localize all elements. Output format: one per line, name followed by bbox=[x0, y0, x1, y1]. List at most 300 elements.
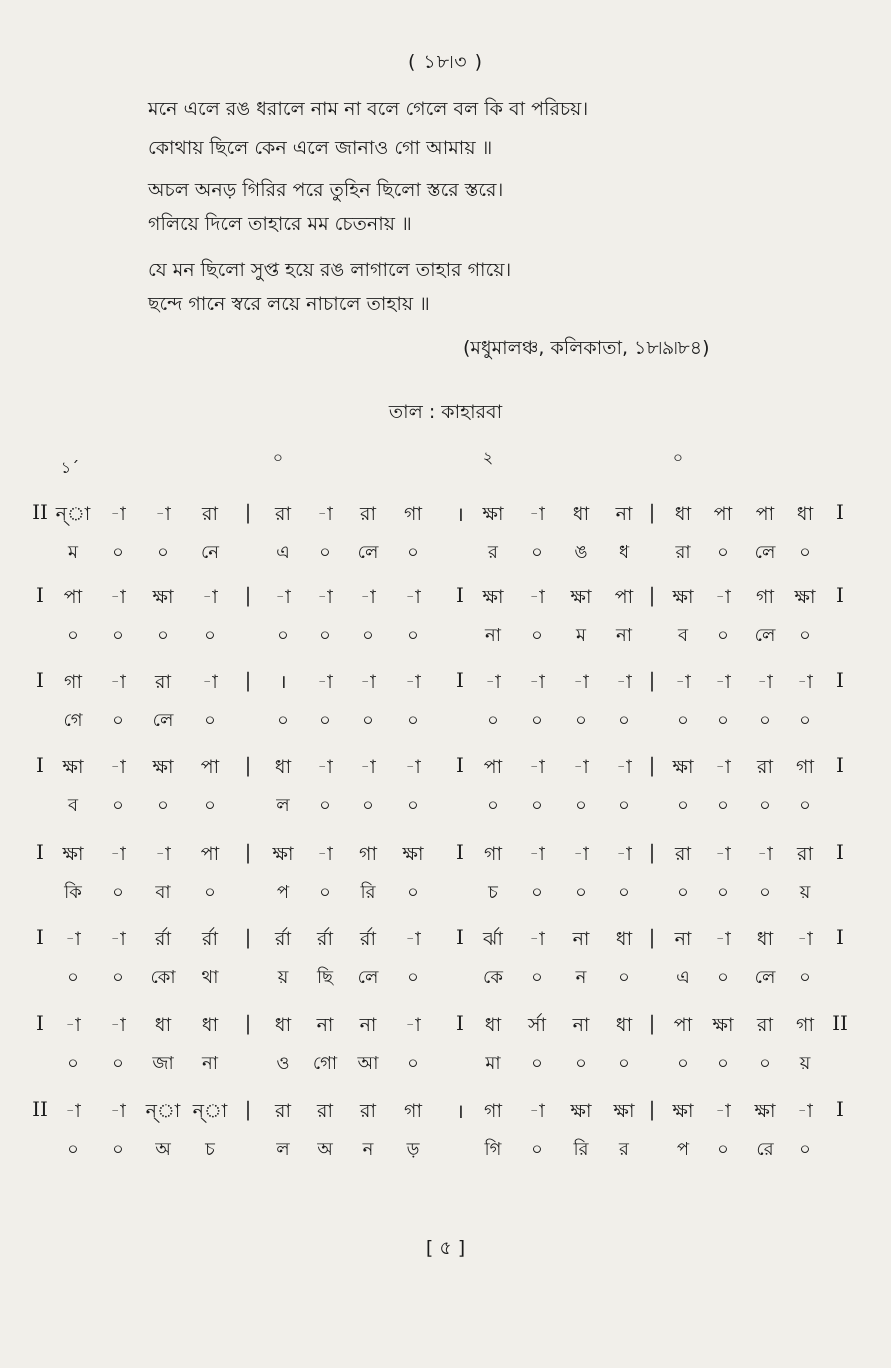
swara-note: -া bbox=[360, 671, 376, 693]
swara-note: ক্ষা bbox=[672, 1100, 694, 1122]
bar-line: | bbox=[244, 1097, 252, 1121]
bar-line: | bbox=[648, 583, 656, 607]
lyric-syllable: ০ bbox=[204, 710, 216, 731]
lyric-syllable: ০ bbox=[277, 710, 289, 731]
lyric-syllable: ০ bbox=[67, 1053, 79, 1074]
swara-note: গা bbox=[756, 586, 774, 608]
swara-note: রা bbox=[360, 1100, 376, 1122]
lyric-syllable: ০ bbox=[717, 1053, 729, 1074]
lyric-syllable: ০ bbox=[531, 1053, 543, 1074]
bar-line: I bbox=[36, 925, 44, 949]
lyric-syllable: লে bbox=[357, 542, 379, 563]
lyric-syllable: ০ bbox=[759, 882, 771, 903]
lyric-syllable: ০ bbox=[575, 710, 587, 731]
lyric-syllable: ০ bbox=[575, 795, 587, 816]
lyric-syllable: ০ bbox=[112, 1053, 124, 1074]
bar-line: I bbox=[836, 1097, 844, 1121]
swara-note: -া bbox=[275, 586, 291, 608]
swara-note: -া bbox=[529, 586, 545, 608]
lyric-syllable: কে bbox=[483, 967, 503, 988]
swara-note: -া bbox=[405, 928, 421, 950]
swara-note: না bbox=[316, 1014, 334, 1036]
swara-note: -া bbox=[110, 928, 126, 950]
lyric-syllable: ০ bbox=[759, 710, 771, 731]
swara-note: র্রা bbox=[317, 928, 333, 950]
bar-line: II bbox=[32, 500, 48, 524]
lyric-syllable: লে bbox=[754, 542, 776, 563]
swara-note: ক্ষা bbox=[482, 586, 504, 608]
lyric-syllable: ০ bbox=[799, 542, 811, 563]
swara-note: -া bbox=[757, 843, 773, 865]
swara-note: -া bbox=[155, 503, 171, 525]
bar-line: | bbox=[244, 1011, 252, 1035]
bar-line: | bbox=[648, 840, 656, 864]
swara-note: রা bbox=[797, 843, 813, 865]
swara-note: -া bbox=[110, 586, 126, 608]
swara-note: গা bbox=[64, 671, 82, 693]
swara-note: গা bbox=[404, 1100, 422, 1122]
lyric-syllable: ০ bbox=[319, 795, 331, 816]
lyric-syllable: ০ bbox=[531, 542, 543, 563]
swara-note: না bbox=[674, 928, 692, 950]
lyric-syllable: ০ bbox=[407, 625, 419, 646]
swara-note: ধা bbox=[756, 928, 774, 950]
lyric-syllable: ০ bbox=[487, 710, 499, 731]
swara-note: ন্‌া bbox=[145, 1100, 181, 1122]
swara-note: -া bbox=[616, 756, 632, 778]
lyric-syllable: ০ bbox=[799, 710, 811, 731]
swara-note: -া bbox=[715, 671, 731, 693]
lyric-syllable: লে bbox=[152, 710, 174, 731]
lyric-syllable: ছি bbox=[316, 967, 334, 988]
lyric-syllable: না bbox=[616, 625, 632, 646]
swara-note: -া bbox=[529, 928, 545, 950]
swara-note: ক্ষা bbox=[402, 843, 424, 865]
lyric-syllable: ০ bbox=[67, 625, 79, 646]
swara-note: -া bbox=[65, 1100, 81, 1122]
swara-note: ন্‌া bbox=[55, 503, 91, 525]
bar-line: I bbox=[456, 583, 464, 607]
bar-line: I bbox=[36, 583, 44, 607]
swara-note: ধা bbox=[674, 503, 692, 525]
lyric-syllable: ০ bbox=[717, 795, 729, 816]
bar-line: | bbox=[648, 668, 656, 692]
swara-note: । bbox=[279, 671, 287, 693]
lyric-syllable: গি bbox=[484, 1139, 502, 1160]
swara-note: -া bbox=[360, 756, 376, 778]
swara-note: -া bbox=[715, 843, 731, 865]
swara-note: গা bbox=[796, 756, 814, 778]
lyric-syllable: ব bbox=[677, 625, 689, 646]
swara-note: না bbox=[572, 928, 590, 950]
swara-note: র্রা bbox=[155, 928, 171, 950]
lyric-syllable: য় bbox=[799, 1053, 811, 1074]
swara-note: -া bbox=[110, 1100, 126, 1122]
bar-line: । bbox=[456, 502, 464, 526]
swara-note: পা bbox=[200, 756, 220, 778]
lyric-syllable: থা bbox=[201, 967, 219, 988]
lyric-syllable: ০ bbox=[618, 1053, 630, 1074]
lyric-syllable: কি bbox=[64, 882, 82, 903]
swara-note: -া bbox=[529, 503, 545, 525]
swara-note: ধা bbox=[274, 756, 292, 778]
lyric-syllable: ০ bbox=[531, 795, 543, 816]
swara-note: র্রা bbox=[202, 928, 218, 950]
lyric-line: গলিয়ে দিলে তাহারে মম চেতনায় ॥ bbox=[148, 213, 412, 235]
lyric-syllable: ০ bbox=[112, 542, 124, 563]
lyric-syllable: গো bbox=[312, 1053, 338, 1074]
swara-note: ক্ষা bbox=[754, 1100, 776, 1122]
swara-note: ধা bbox=[484, 1014, 502, 1036]
swara-note: ধা bbox=[572, 503, 590, 525]
lyric-syllable: ০ bbox=[112, 882, 124, 903]
tal-heading: তাল : কাহারবা bbox=[388, 401, 503, 423]
lyric-syllable: ০ bbox=[487, 795, 499, 816]
lyric-syllable: প bbox=[276, 882, 290, 903]
lyric-syllable: ০ bbox=[531, 967, 543, 988]
swara-note: গা bbox=[404, 503, 422, 525]
lyric-syllable: ০ bbox=[319, 625, 331, 646]
swara-note: -া bbox=[317, 756, 333, 778]
bar-line: | bbox=[648, 925, 656, 949]
lyric-syllable: রে bbox=[756, 1139, 774, 1160]
swara-note: না bbox=[572, 1014, 590, 1036]
swara-note: ধা bbox=[615, 928, 633, 950]
swara-note: -া bbox=[360, 586, 376, 608]
swara-note: -া bbox=[317, 843, 333, 865]
lyric-syllable: না bbox=[202, 1053, 218, 1074]
source-citation: (মধুমালঞ্চ, কলিকাতা, ১৮৷৯৷৮৪) bbox=[463, 337, 710, 359]
lyric-syllable: ০ bbox=[67, 1139, 79, 1160]
swara-note: -া bbox=[155, 843, 171, 865]
swara-note: -া bbox=[616, 843, 632, 865]
lyric-syllable: ০ bbox=[531, 710, 543, 731]
lyric-syllable: ০ bbox=[677, 710, 689, 731]
lyric-syllable: ০ bbox=[112, 1139, 124, 1160]
swara-note: -া bbox=[715, 586, 731, 608]
lyric-syllable: লে bbox=[754, 625, 776, 646]
lyric-syllable: ল bbox=[276, 795, 290, 816]
swara-note: -া bbox=[715, 756, 731, 778]
bar-line: | bbox=[648, 1097, 656, 1121]
bar-line: I bbox=[836, 925, 844, 949]
swara-note: ক্ষা bbox=[62, 843, 84, 865]
beat-marker: ২ bbox=[482, 448, 494, 467]
swara-note: পা bbox=[63, 586, 83, 608]
swara-note: -া bbox=[797, 671, 813, 693]
lyric-syllable: ০ bbox=[717, 542, 729, 563]
swara-note: -া bbox=[317, 586, 333, 608]
bar-line: | bbox=[244, 583, 252, 607]
lyric-syllable: ০ bbox=[677, 795, 689, 816]
lyric-syllable: জা bbox=[152, 1053, 174, 1074]
lyric-syllable: এ bbox=[676, 967, 690, 988]
swara-note: -া bbox=[797, 1100, 813, 1122]
lyric-syllable: প bbox=[676, 1139, 690, 1160]
lyric-syllable: ০ bbox=[407, 1053, 419, 1074]
swara-note: -া bbox=[110, 1014, 126, 1036]
swara-note: ক্ষা bbox=[613, 1100, 635, 1122]
swara-note: -া bbox=[757, 671, 773, 693]
bar-line: | bbox=[244, 925, 252, 949]
swara-note: রা bbox=[675, 843, 691, 865]
lyric-syllable: ০ bbox=[717, 710, 729, 731]
swara-note: ধা bbox=[274, 1014, 292, 1036]
swara-note: র্ঝা bbox=[483, 928, 503, 950]
lyric-syllable: চ bbox=[205, 1139, 215, 1160]
bar-line: I bbox=[456, 668, 464, 692]
swara-note: ক্ষা bbox=[570, 586, 592, 608]
bar-line: I bbox=[456, 1011, 464, 1035]
swara-note: রা bbox=[275, 1100, 291, 1122]
lyric-syllable: ০ bbox=[407, 882, 419, 903]
lyric-syllable: না bbox=[485, 625, 501, 646]
lyric-syllable: ০ bbox=[407, 795, 419, 816]
lyric-syllable: চ bbox=[488, 882, 498, 903]
lyric-syllable: ০ bbox=[112, 967, 124, 988]
swara-note: ন্‌া bbox=[192, 1100, 228, 1122]
lyric-syllable: লে bbox=[754, 967, 776, 988]
swara-note: ক্ষা bbox=[152, 586, 174, 608]
swara-note: -া bbox=[202, 586, 218, 608]
swara-note: না bbox=[615, 503, 633, 525]
swara-note: রা bbox=[317, 1100, 333, 1122]
swara-note: -া bbox=[797, 928, 813, 950]
lyric-syllable: ০ bbox=[575, 1053, 587, 1074]
swara-note: পা bbox=[755, 503, 775, 525]
lyric-syllable: ন bbox=[362, 1139, 374, 1160]
lyric-syllable: ০ bbox=[407, 542, 419, 563]
lyric-syllable: ০ bbox=[677, 1053, 689, 1074]
lyric-syllable: ০ bbox=[618, 710, 630, 731]
swara-note: গা bbox=[484, 1100, 502, 1122]
lyric-syllable: ০ bbox=[319, 710, 331, 731]
bar-line: | bbox=[648, 753, 656, 777]
swara-note: -া bbox=[485, 671, 501, 693]
lyric-syllable: ০ bbox=[759, 795, 771, 816]
swara-note: -া bbox=[405, 671, 421, 693]
swara-note: ক্ষা bbox=[482, 503, 504, 525]
lyric-syllable: ০ bbox=[112, 710, 124, 731]
lyric-syllable: অ bbox=[317, 1139, 333, 1160]
lyric-syllable: ধ bbox=[618, 542, 630, 563]
swara-note: -া bbox=[573, 756, 589, 778]
lyric-syllable: ০ bbox=[618, 882, 630, 903]
lyric-syllable: রি bbox=[360, 882, 376, 903]
bar-line: I bbox=[836, 668, 844, 692]
lyric-syllable: অ bbox=[155, 1139, 171, 1160]
lyric-syllable: ০ bbox=[531, 882, 543, 903]
swara-note: গা bbox=[484, 843, 502, 865]
lyric-syllable: ০ bbox=[319, 542, 331, 563]
lyric-syllable: ০ bbox=[157, 795, 169, 816]
lyric-syllable: ঙ bbox=[574, 542, 588, 563]
swara-note: ধা bbox=[615, 1014, 633, 1036]
lyric-syllable: ০ bbox=[277, 625, 289, 646]
bar-line: | bbox=[244, 840, 252, 864]
lyric-syllable: ০ bbox=[717, 625, 729, 646]
lyric-syllable: ০ bbox=[575, 882, 587, 903]
bar-line: I bbox=[456, 925, 464, 949]
swara-note: ক্ষা bbox=[712, 1014, 734, 1036]
lyric-syllable: ল bbox=[276, 1139, 290, 1160]
swara-note: -া bbox=[65, 928, 81, 950]
lyric-syllable: ০ bbox=[799, 625, 811, 646]
swara-note: রা bbox=[155, 671, 171, 693]
lyric-syllable: ০ bbox=[717, 967, 729, 988]
lyric-syllable: ম bbox=[576, 625, 586, 646]
swara-note: -া bbox=[529, 756, 545, 778]
swara-note: -া bbox=[405, 756, 421, 778]
lyric-syllable: ০ bbox=[717, 882, 729, 903]
lyric-syllable: র bbox=[488, 542, 498, 563]
lyric-syllable: মা bbox=[485, 1053, 501, 1074]
lyric-syllable: নে bbox=[200, 542, 220, 563]
lyric-syllable: ০ bbox=[319, 882, 331, 903]
swara-note: -া bbox=[529, 843, 545, 865]
lyric-syllable: এ bbox=[276, 542, 290, 563]
swara-note: -া bbox=[405, 1014, 421, 1036]
lyric-syllable: রি bbox=[573, 1139, 589, 1160]
bar-line: II bbox=[832, 1011, 848, 1035]
swara-note: রা bbox=[757, 1014, 773, 1036]
swara-note: -া bbox=[616, 671, 632, 693]
swara-note: ধা bbox=[796, 503, 814, 525]
bar-line: I bbox=[836, 840, 844, 864]
lyric-line: কোথায় ছিলে কেন এলে জানাও গো আমায় ॥ bbox=[148, 137, 493, 159]
lyric-syllable: ০ bbox=[112, 795, 124, 816]
lyric-syllable: ০ bbox=[799, 795, 811, 816]
bar-line: I bbox=[36, 1011, 44, 1035]
swara-note: পা bbox=[200, 843, 220, 865]
bar-line: | bbox=[244, 668, 252, 692]
bar-line: I bbox=[36, 753, 44, 777]
swara-note: ক্ষা bbox=[62, 756, 84, 778]
lyric-syllable: ০ bbox=[157, 625, 169, 646]
lyric-syllable: রা bbox=[675, 542, 691, 563]
swara-note: রা bbox=[275, 503, 291, 525]
lyric-syllable: ০ bbox=[531, 625, 543, 646]
lyric-syllable: ০ bbox=[531, 1139, 543, 1160]
swara-note: -া bbox=[317, 671, 333, 693]
lyric-line: মনে এলে রঙ ধরালে নাম না বলে গেলে বল কি বা পরিচয়। bbox=[148, 98, 589, 120]
lyric-syllable: ০ bbox=[799, 967, 811, 988]
lyric-syllable: ০ bbox=[362, 625, 374, 646]
swara-note: -া bbox=[573, 843, 589, 865]
lyric-syllable: ম bbox=[68, 542, 78, 563]
swara-note: -া bbox=[715, 928, 731, 950]
swara-note: পা bbox=[673, 1014, 693, 1036]
bar-line: I bbox=[836, 583, 844, 607]
swara-note: -া bbox=[529, 1100, 545, 1122]
swara-note: পা bbox=[614, 586, 634, 608]
swara-note: ক্ষা bbox=[570, 1100, 592, 1122]
swara-note: না bbox=[359, 1014, 377, 1036]
page-number: ( ১৮৷৩ ) bbox=[407, 51, 484, 73]
swara-note: -া bbox=[573, 671, 589, 693]
swara-note: গা bbox=[796, 1014, 814, 1036]
lyric-syllable: ০ bbox=[157, 542, 169, 563]
swara-note: ক্ষা bbox=[794, 586, 816, 608]
lyric-syllable: য় bbox=[799, 882, 811, 903]
bar-line: I bbox=[836, 753, 844, 777]
swara-note: -া bbox=[675, 671, 691, 693]
bar-line: I bbox=[36, 840, 44, 864]
lyric-syllable: ০ bbox=[362, 710, 374, 731]
swara-note: ধা bbox=[201, 1014, 219, 1036]
swara-note: -া bbox=[110, 671, 126, 693]
lyric-syllable: ও bbox=[276, 1053, 290, 1074]
swara-note: ক্ষা bbox=[672, 586, 694, 608]
bar-line: | bbox=[648, 1011, 656, 1035]
bar-line: I bbox=[36, 668, 44, 692]
lyric-syllable: ন bbox=[575, 967, 587, 988]
swara-note: -া bbox=[65, 1014, 81, 1036]
bar-line: I bbox=[456, 753, 464, 777]
bar-line: I bbox=[456, 840, 464, 864]
lyric-syllable: ০ bbox=[362, 795, 374, 816]
bar-line: | bbox=[244, 753, 252, 777]
swara-note: -া bbox=[715, 1100, 731, 1122]
swara-note: -া bbox=[202, 671, 218, 693]
swara-note: পা bbox=[483, 756, 503, 778]
lyric-syllable: আ bbox=[357, 1053, 379, 1074]
bar-line: I bbox=[836, 500, 844, 524]
swara-note: রা bbox=[757, 756, 773, 778]
lyric-syllable: কো bbox=[150, 967, 176, 988]
lyric-syllable: ০ bbox=[67, 967, 79, 988]
swara-note: -া bbox=[110, 503, 126, 525]
lyric-syllable: ০ bbox=[677, 882, 689, 903]
swara-note: র্রা bbox=[360, 928, 376, 950]
lyric-line: যে মন ছিলো সুপ্ত হয়ে রঙ লাগালে তাহার গায়ে। bbox=[148, 259, 512, 281]
swara-note: পা bbox=[713, 503, 733, 525]
lyric-line: অচল অনড় গিরির পরে তুহিন ছিলো স্তরে স্তরে। bbox=[148, 179, 504, 201]
lyric-syllable: র bbox=[619, 1139, 629, 1160]
bar-line: | bbox=[648, 500, 656, 524]
beat-marker: ০ bbox=[272, 448, 284, 467]
swara-note: ক্ষা bbox=[272, 843, 294, 865]
beat-marker: ০ bbox=[672, 448, 684, 467]
bar-line: | bbox=[244, 500, 252, 524]
bar-line: । bbox=[456, 1099, 464, 1123]
lyric-syllable: ০ bbox=[204, 795, 216, 816]
lyric-syllable: ০ bbox=[717, 1139, 729, 1160]
footer-page-number: [ ৫ ] bbox=[425, 1237, 466, 1259]
lyric-syllable: ০ bbox=[204, 625, 216, 646]
swara-note: র্রা bbox=[275, 928, 291, 950]
lyric-syllable: ০ bbox=[112, 625, 124, 646]
lyric-syllable: ০ bbox=[618, 967, 630, 988]
swara-note: র্সা bbox=[527, 1014, 547, 1036]
lyric-syllable: ০ bbox=[759, 1053, 771, 1074]
lyric-line: ছন্দে গানে স্বরে লয়ে নাচালে তাহায় ॥ bbox=[148, 293, 430, 315]
swara-note: -া bbox=[110, 756, 126, 778]
swara-note: গা bbox=[359, 843, 377, 865]
lyric-syllable: ০ bbox=[799, 1139, 811, 1160]
lyric-syllable: ড় bbox=[406, 1139, 420, 1160]
swara-note: রা bbox=[360, 503, 376, 525]
swara-note: -া bbox=[529, 671, 545, 693]
lyric-syllable: য় bbox=[277, 967, 289, 988]
swara-note: -া bbox=[405, 586, 421, 608]
swara-note: -া bbox=[110, 843, 126, 865]
lyric-syllable: লে bbox=[357, 967, 379, 988]
lyric-syllable: গে bbox=[63, 710, 83, 731]
lyric-syllable: ০ bbox=[204, 882, 216, 903]
lyric-syllable: ০ bbox=[618, 795, 630, 816]
bar-line: II bbox=[32, 1097, 48, 1121]
